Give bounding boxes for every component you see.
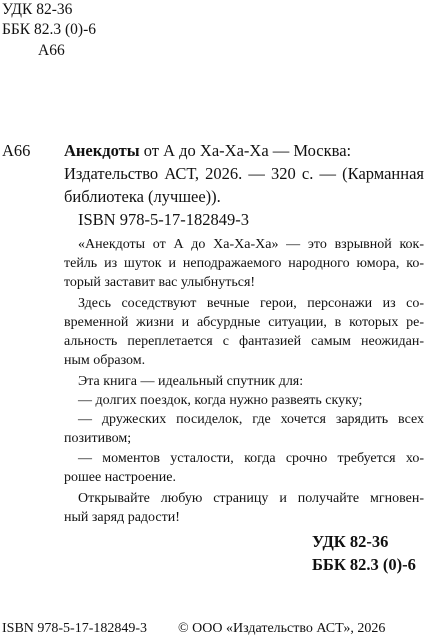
annotation-line: ным образом. bbox=[64, 353, 146, 368]
annotation-line: позитивом; bbox=[64, 431, 132, 446]
annotation-line: временной жизни и абсурдные ситуации, в которых ре- bbox=[64, 315, 424, 330]
annotation-line: рошее настроение. bbox=[64, 470, 176, 485]
annotation-line: ный заряд радости! bbox=[64, 510, 180, 525]
entry-line-3: библиотека (лучшее)). bbox=[64, 187, 221, 206]
author-sign-top: А66 bbox=[38, 42, 65, 59]
entry-title-rest: от А до Ха-Ха-Ха — Москва: bbox=[143, 141, 352, 160]
annotation-line: — дружеских посиделок, где хочется зарядить всех bbox=[78, 412, 424, 427]
annotation-line: альность переплетается с фантазией самым неожидан- bbox=[64, 334, 424, 349]
annotation-line: торый заставит вас улыбнуться! bbox=[64, 275, 256, 290]
entry-sign: А66 bbox=[2, 141, 31, 160]
annotation-line: «Анекдоты от А до Ха-Ха-Ха» — это взрывной кок- bbox=[78, 237, 424, 252]
udk-code-bottom: УДК 82-36 bbox=[312, 532, 389, 551]
annotation-line: — долгих поездок, когда нужно развеять скуку; bbox=[78, 393, 363, 408]
entry-line-2: Издательство АСТ, 2026. — 320 с. — (Карманная bbox=[64, 164, 424, 183]
annotation-line: Эта книга — идеальный спутник для: bbox=[78, 374, 304, 389]
entry-line-1 bbox=[64, 139, 424, 162]
entry-title: Анекдоты bbox=[64, 141, 140, 160]
annotation-line: Здесь соседствуют вечные герои, персонажи из со- bbox=[78, 296, 424, 311]
imprint-copyright: © ООО «Издательство АСТ», 2026 bbox=[178, 621, 386, 636]
entry-isbn: ISBN 978-5-17-182849-3 bbox=[78, 210, 249, 229]
imprint-isbn: ISBN 978-5-17-182849-3 bbox=[2, 621, 148, 636]
bbk-code-top: ББК 82.3 (0)-6 bbox=[2, 21, 96, 38]
annotation-line: — моментов усталости, когда срочно требуется хо- bbox=[78, 451, 424, 466]
annotation-line: Открывайте любую страницу и получайте мгновен- bbox=[78, 491, 424, 506]
bbk-code-bottom: ББК 82.3 (0)-6 bbox=[312, 555, 416, 574]
annotation-line: тейль из шуток и неподражаемого народного юмора, ко- bbox=[64, 256, 424, 271]
udk-code-top: УДК 82-36 bbox=[2, 1, 73, 18]
